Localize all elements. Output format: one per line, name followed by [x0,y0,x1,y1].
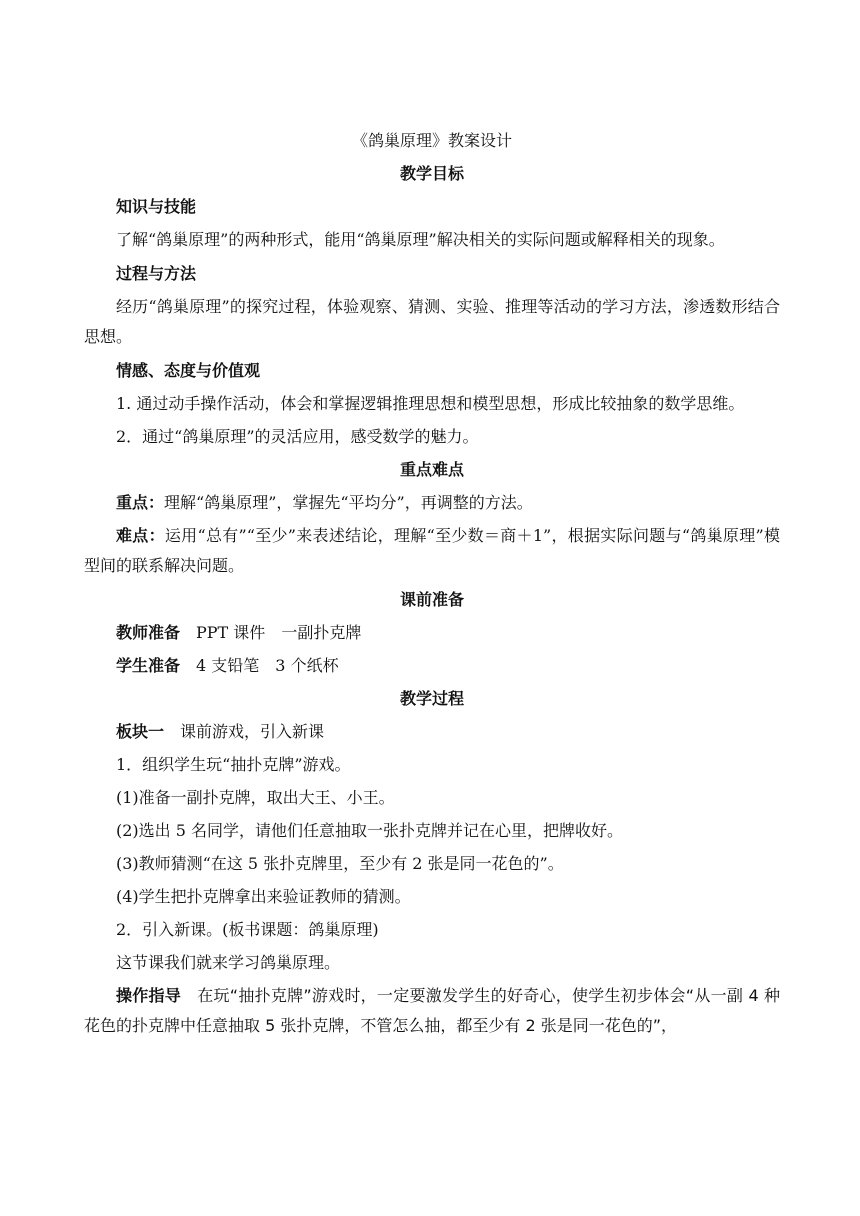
guide-text: 在玩“抽扑克牌”游戏时，一定要激发学生的好奇心，使学生初步体会“从一副 4 种花色的扑克牌中任意抽取 5 张扑克牌，不管怎么抽，都至少有 2 张是同一花色的”， [84,986,780,1035]
step-1: 1．组织学生玩“抽扑克牌”游戏。 [116,755,351,774]
key-point-text: 理解“鸽巢原理”，掌握先“平均分”，再调整的方法。 [164,493,533,512]
process-heading: 过程与方法 [116,264,197,283]
difficulty-paragraph [84,521,780,581]
knowledge-paragraph: 了解“鸽巢原理”的两种形式，能用“鸽巢原理”解决相关的实际问题或解释相关的现象。 [116,230,725,249]
section-goals-heading: 教学目标 [399,164,464,183]
step-1a: (1)准备一副扑克牌，取出大王、小王。 [116,788,395,807]
document-page [84,124,780,1043]
teacher-prep-line [84,616,780,649]
knowledge-heading: 知识与技能 [116,197,197,216]
step-2: 2．引入新课。(板书课题：鸽巢原理) [116,920,379,939]
process-paragraph: 经历“鸽巢原理”的探究过程，体验观察、猜测、实验、推理等活动的学习方法，渗透数形结合思想。 [84,297,780,346]
student-prep-label: 学生准备 [116,656,181,675]
guide-label: 操作指导 [116,986,182,1005]
student-prep-line [84,649,780,682]
block-one-line [84,715,780,748]
guide-paragraph [84,981,780,1041]
step-2-text: 这节课我们就来学习鸽巢原理。 [116,953,341,972]
emotion-item-2: 2．通过“鸽巢原理”的灵活应用，感受数学的魅力。 [116,427,479,446]
step-1d: (4)学生把扑克牌拿出来验证教师的猜测。 [116,887,411,906]
teacher-prep-item: 一副扑克牌 [281,623,362,642]
difficulty-text: 运用“总有”“至少”来表述结论，理解“至少数＝商＋1”，根据实际问题与“鸽巢原理”模型间的联系解决问题。 [84,526,780,575]
key-point-paragraph [84,486,780,519]
emotion-heading: 情感、态度与价值观 [116,361,261,380]
key-point-label: 重点： [116,493,165,512]
teacher-prep-label: 教师准备 [116,623,181,642]
section-key-points-heading: 重点难点 [399,460,464,479]
block-one-label: 板块一 [116,722,165,741]
emotion-item-1: 1. 通过动手操作活动，体会和掌握逻辑推理思想和模型思想，形成比较抽象的数学思维。 [116,394,745,413]
student-prep-item: 3 个纸杯 [275,656,339,675]
section-process-heading: 教学过程 [399,689,464,708]
difficulty-label: 难点： [116,526,165,545]
step-1b: (2)选出 5 名同学，请他们任意抽取一张扑克牌并记在心里，把牌收好。 [116,821,624,840]
document-title: 《鸽巢原理》教案设计 [351,131,512,150]
section-prep-heading: 课前准备 [399,590,464,609]
block-one-text: 课前游戏，引入新课 [180,722,325,741]
step-1c: (3)教师猜测“在这 5 张扑克牌里，至少有 2 张是同一花色的”。 [116,854,564,873]
teacher-prep-item: PPT 课件 [196,623,266,642]
student-prep-item: 4 支铅笔 [196,656,260,675]
